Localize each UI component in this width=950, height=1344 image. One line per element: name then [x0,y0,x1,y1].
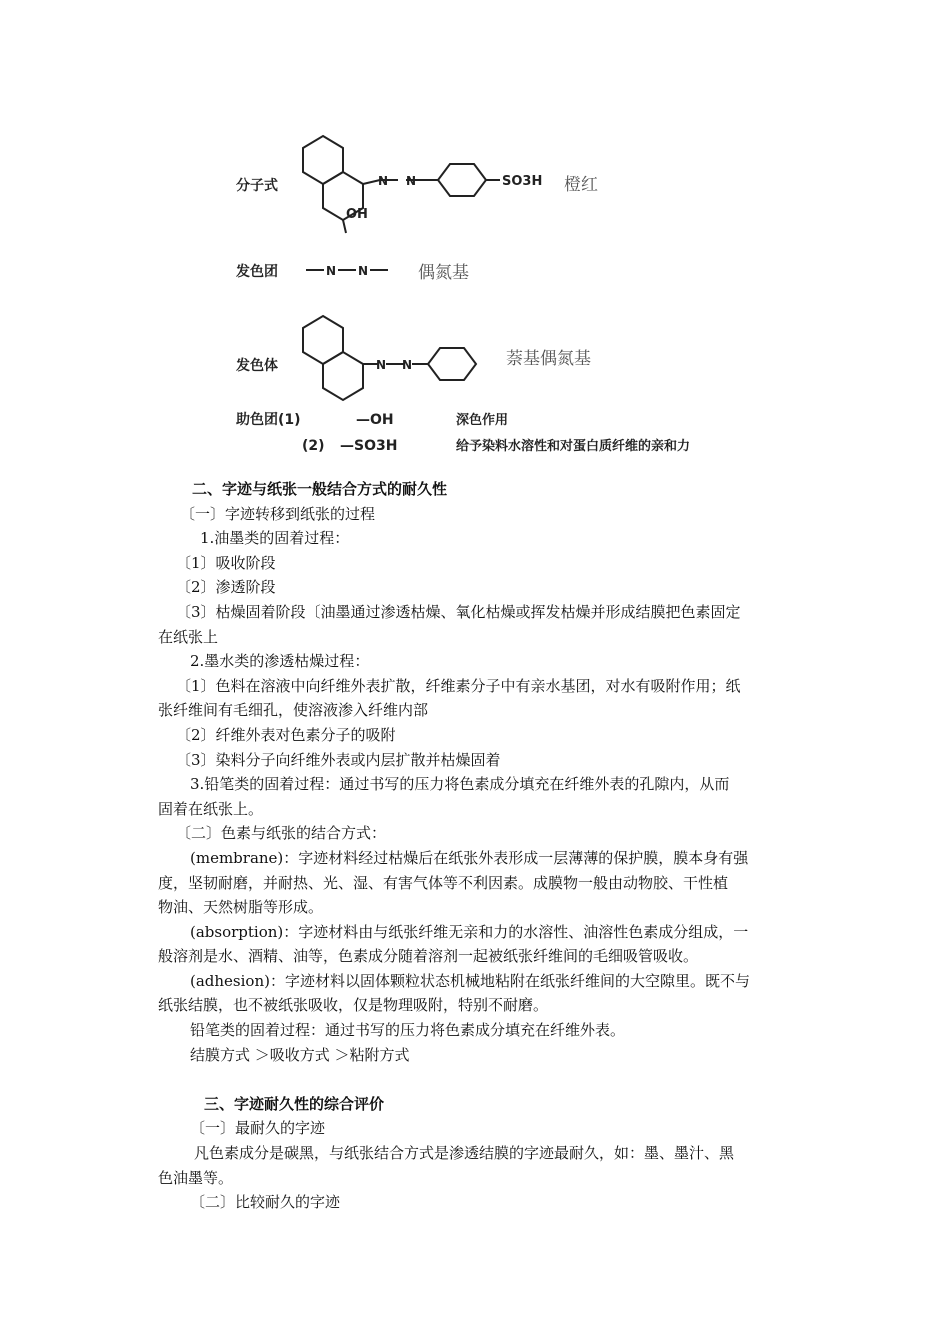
svg-text:N: N [326,264,337,278]
label-molecular-formula: 分子式 [236,178,278,194]
text-line: 2.墨水类的渗透枯燥过程： [190,652,370,671]
so3h-label: SO3H [502,174,543,189]
text-line: 固着在纸张上。 [158,799,264,818]
label-chromogen: 发色体 [236,358,278,374]
text-line: 色油墨等。 [158,1168,234,1187]
text-line: 〔一〕字迹转移到纸张的过程 [180,504,376,523]
naphthalene-ring [303,136,380,233]
naphthyl-ring [303,316,476,400]
svg-text:N: N [402,358,413,372]
svg-text:N: N [358,264,369,278]
svg-text:N: N [376,358,387,372]
svg-text:N: N [406,174,417,188]
text-line: 〔1〕吸收阶段 [176,553,276,572]
text-line: 铅笔类的固着过程：通过书写的压力将色素成分填充在纤维外表。 [190,1021,626,1040]
label-2: (2) [302,438,325,454]
text-line [158,1067,808,1092]
text-line: 〔3〕枯燥固着阶段〔油墨通过渗透枯燥、氧化枯燥或挥发枯燥并形成结膜把色素固定 [176,602,741,621]
text-line: 结膜方式 ＞吸收方式 ＞粘附方式 [190,1045,410,1064]
text-line: (adhesion)：字迹材料以固体颗粒状态机械地粘附在纸张纤维间的大空隙里。既不与 [190,971,750,990]
text-line: 〔2〕渗透阶段 [176,578,276,597]
text-line: 〔3〕染料分子向纤维外表或内层扩散并枯燥固着 [176,750,501,769]
text-line: 〔2〕纤维外表对色素分子的吸附 [176,725,396,744]
dye-structure-diagram [228,118,798,463]
text-line: 物油、天然树脂等形成。 [158,898,324,917]
text-line: (membrane)：字迹材料经过枯燥后在纸张外表形成一层薄薄的保护膜，膜本身有强 [190,848,749,867]
section-heading: 二、字迹与纸张一般结合方式的耐久性 [192,480,448,498]
chemical-structure-figure [228,118,798,463]
text-line: (absorption)：字迹材料由与纸张纤维无亲和力的水溶性、油溶性色素成分组成，一 [190,922,749,941]
text-line: 〔二〕色素与纸张的结合方式： [176,824,387,843]
solubility-affinity-desc: 给予染料水溶性和对蛋白质纤维的亲和力 [456,439,691,454]
deepening-effect: 深色作用 [456,413,509,428]
text-line: 〔1〕色料在溶液中向纤维外表扩散，纤维素分子中有亲水基团，对水有吸附作用；纸 [176,676,741,695]
benzene-ring [424,164,500,196]
text-line: 〔一〕最耐久的字迹 [190,1119,326,1138]
oh-label: OH [346,207,368,222]
text-line: 凡色素成分是碳黑，与纸张结合方式是渗透结膜的字迹最耐久，如：墨、墨汁、黑 [194,1144,735,1163]
label-chromophore: 发色团 [236,264,278,280]
text-line: 纸张结膜，也不被纸张吸收，仅是物理吸附，特别不耐磨。 [158,996,549,1015]
document-body [158,477,808,1215]
so3h-group: —SO3H [340,438,398,454]
text-line: 在纸张上 [158,627,219,646]
text-line: 张纤维间有毛细孔，使溶液渗入纤维内部 [158,701,429,720]
text-line: 3.铅笔类的固着过程：通过书写的压力将色素成分填充在纤维外表的孔隙内，从而 [190,775,730,794]
naphthyl-azo-name: 萘基偶氮基 [506,349,591,369]
oh-group: —OH [356,412,394,428]
label-auxochrome: 助色团(1) [236,412,301,428]
text-line: 1.油墨类的固着过程： [200,529,350,548]
section-heading: 三、字迹耐久性的综合评价 [204,1094,385,1113]
svg-text:N: N [378,174,389,188]
text-line: 般溶剂是水、酒精、油等，色素成分随着溶剂一起被纸张纤维间的毛细吸管吸收。 [158,947,699,966]
text-line: 〔二〕比较耐久的字迹 [190,1193,341,1212]
text-line: 度，坚韧耐磨，并耐热、光、湿、有害气体等不利因素。成膜物一般由动物胶、干性植 [158,873,729,892]
orange-red-name: 橙红 [564,175,598,195]
azo-group-name: 偶氮基 [418,263,469,283]
